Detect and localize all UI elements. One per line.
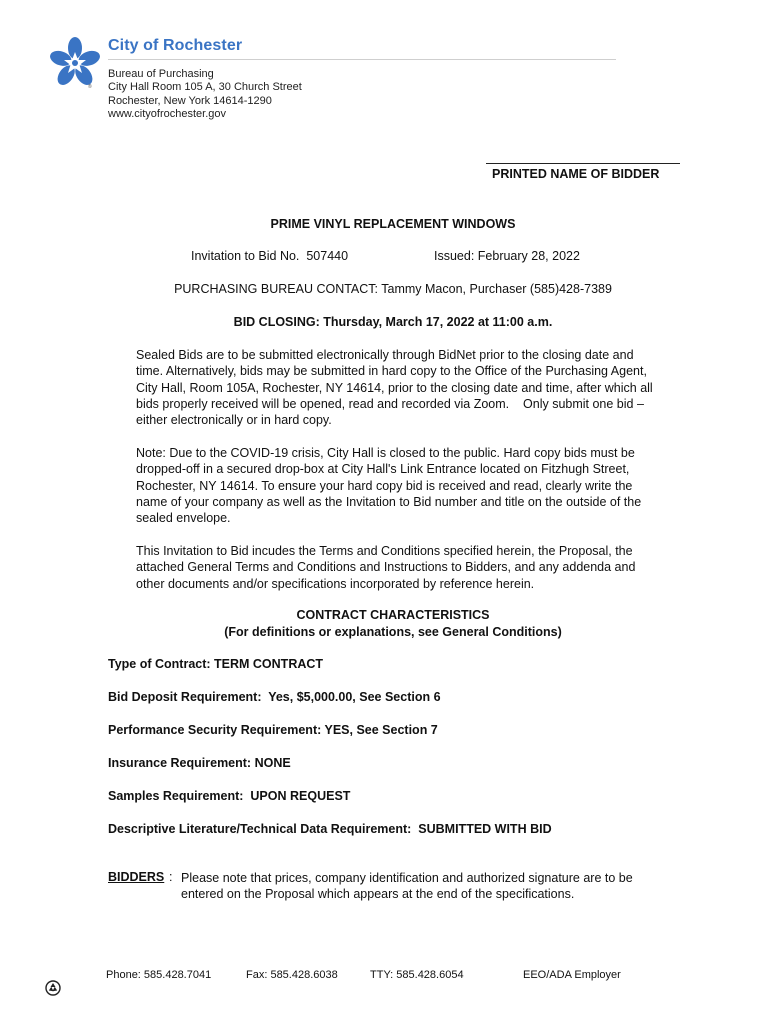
purchasing-contact: PURCHASING BUREAU CONTACT: Tammy Macon, Purchaser (585)428-7389 bbox=[174, 282, 612, 296]
requirement-item: Descriptive Literature/Technical Data Requirement: SUBMITTED WITH BID bbox=[108, 822, 552, 836]
bid-closing: BID CLOSING: Thursday, March 17, 2022 at 11:00 a.m. bbox=[233, 315, 553, 329]
requirement-item: Samples Requirement: UPON REQUEST bbox=[108, 789, 351, 803]
requirement-item: Type of Contract: TERM CONTRACT bbox=[108, 657, 324, 671]
bidders-note: Please note that prices, company identification and authorized signature are to be entered on the Proposal which appears at the end of the specifications. bbox=[181, 871, 633, 902]
org-name: City of Rochester bbox=[108, 37, 243, 54]
bid-number: Invitation to Bid No. 507440 bbox=[191, 249, 349, 263]
bidders-colon: : bbox=[169, 870, 173, 884]
footer-tty: TTY: 585.428.6054 bbox=[370, 969, 464, 981]
footer-phone: Phone: 585.428.7041 bbox=[106, 969, 212, 981]
bidders-label: BIDDERS bbox=[108, 870, 165, 884]
submission-paragraph: Sealed Bids are to be submitted electronically through BidNet prior to the closing date and time. Alternatively, bids may be submitted in hard copy to the Office of the Purchasing Agent, City Hall, Room 105A, Rochester, NY 14614, prior to the closing date and time, after which all bids properly received will be opened, read and recorded via Zoom. Only submit one bid – either electronically or in hard copy. bbox=[136, 348, 657, 428]
address-line: Rochester, New York 14614-1290 bbox=[108, 95, 272, 107]
address-line: Bureau of Purchasing bbox=[108, 68, 214, 80]
address-line: City Hall Room 105 A, 30 Church Street bbox=[108, 81, 302, 93]
signature-line bbox=[486, 163, 680, 164]
requirement-item: Insurance Requirement: NONE bbox=[108, 756, 291, 770]
footer-eeo: EEO/ADA Employer bbox=[523, 969, 621, 981]
contract-characteristics-subtitle: (For definitions or explanations, see General Conditions) bbox=[224, 625, 562, 639]
svg-text:®: ® bbox=[88, 84, 92, 90]
requirement-item: Bid Deposit Requirement: Yes, $5,000.00, See Section 6 bbox=[108, 690, 441, 704]
signature-label: PRINTED NAME OF BIDDER bbox=[492, 167, 660, 181]
contract-characteristics-title: CONTRACT CHARACTERISTICS bbox=[296, 608, 490, 622]
flower-logo-icon bbox=[48, 36, 102, 90]
issue-date: Issued: February 28, 2022 bbox=[434, 249, 580, 263]
website-line: www.cityofrochester.gov bbox=[108, 108, 226, 120]
footer-fax: Fax: 585.428.6038 bbox=[246, 969, 338, 981]
bid-title: PRIME VINYL REPLACEMENT WINDOWS bbox=[270, 217, 516, 231]
covid-note-paragraph: Note: Due to the COVID-19 crisis, City Hall is closed to the public. Hard copy bids must be dropped-off in a secured drop-box at City Hall's Link Entrance located on Fitzhugh Street, Rochester, NY 14614. To ensure your hard copy bid is received and read, clearly write the name of your company as well as the Invitation to Bid number and title on the outside of the sealed envelope. bbox=[136, 446, 642, 526]
terms-paragraph: This Invitation to Bid incudes the Terms and Conditions specified herein, the Proposal, the attached General Terms and Conditions and Instructions to Bidders, and any addenda and other documents and/or specifications incorporated by reference herein. bbox=[136, 544, 636, 591]
recycle-icon bbox=[45, 980, 61, 996]
requirement-item: Performance Security Requirement: YES, See Section 7 bbox=[108, 723, 438, 737]
header-divider bbox=[108, 59, 616, 60]
